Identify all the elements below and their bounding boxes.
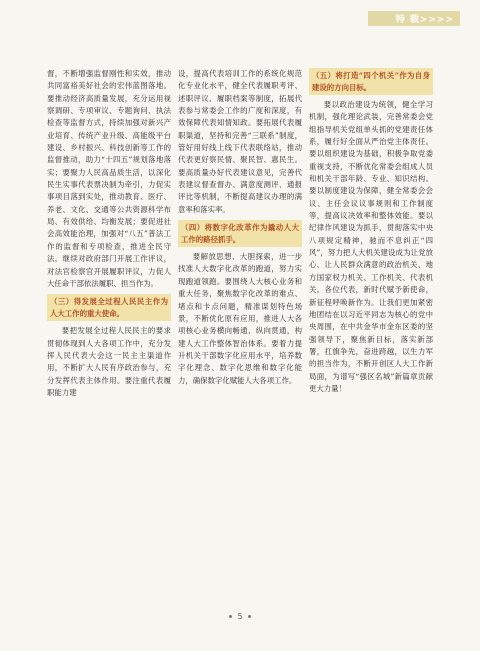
article-body xyxy=(47,68,433,548)
paragraph: 要以政治建设为统领，健全学习机制，强化理论武装，完善常委会党组指导机关党组单头抓的党建责任体系，履行好全面从严治党主体责任。要以组织建设为基础，积极争取党委重视支持，不断优化常委会组成人员和机关干部年龄、专业、知识结构。要以制度建设为保障，健全常委会会议、主任会议议事规则和工作制度等，提高议决效率和整体效能。要以纪律作风建设为抓手，贯彻落实中央八项规定精神，驰而不息纠正“四风”，努力把人大机关建设成为让党放心、让人民群众满意的政治机关、地方国家权力机关、工作机关、代表机关。各位代表，新时代赋予新使命，新征程呼唤新作为。让我们更加紧密地团结在以习近平同志为核心的党中央周围，在中共金华市金东区委的坚强领导下，聚焦新目标，落实新部署，扛旗争先，奋进跨越，以生力军的担当作为，不断开创区人大工作新局面，为谱写“强区名城”新篇章贡献更大力量！ xyxy=(309,100,433,393)
column-1 xyxy=(47,68,171,548)
column-3 xyxy=(309,68,433,548)
column-2 xyxy=(178,68,302,548)
subheading-4: （四）将数字化改革作为撬动人大工作的路径抓手。 xyxy=(178,220,302,247)
paragraph: 督，不断增强监督刚性和实效，推动共同富裕美好社会的宏伟蓝图落地。要推动经济高质量发展，充分运用视察调研、专项审议、专题询问、执法检查等监督方式，持续加强对新兴产业培育、传统产业升级、高能级平台建设、乡村振兴、科技创新等工作的监督推动，助力“十四五”规划落地落实；要聚力人民高品质生活，以深化民生实事代表票决制为牵引，力促实事项目落到实处，推动教育、医疗、养老、文化、交通等公共资源科学布局、有效供给、均衡发展；要促进社会高效能治理，加强对“八五”普法工作的监督和专项检查，推进全民守法。继续对政府部门开展工作评议，对法官检察官开展履职评议，力促人大任命干部依法履职、担当作为。 xyxy=(47,69,171,288)
page-header xyxy=(0,0,480,36)
section-tag: 特 载>>>> xyxy=(368,11,460,26)
paragraph: 设，提高代表培训工作的系统化规范化专业化水平，健全代表履职考评、述职评议、履职档案等制度，拓展代表参与常委会工作的广度和深度，有效保障代表知情知政。要拓展代表履职渠道，坚持和完善“三联系”制度，管好用好线上线下代表联络站，推动代表更好察民情、聚民智、惠民生。要高质量办好代表建议意见，完善代表建议督查督办、满意度测评、通报评比等机制，不断提高建议办理的满意率和落实率。 xyxy=(178,69,302,214)
page-footer xyxy=(0,612,480,621)
paragraph: 要解放思想、大胆探索，进一步找准人大数字化改革的跑道，努力实现跑道领跑。要围绕人大核心业务和重大任务，聚焦数字化改革的难点、堵点和卡点问题，精准谋划特色场景，不断优化原有应用，推进人大各项核心业务横向畅通、纵向贯通，构建人大工作整体智治体系。要着力提升机关干部数字化应用水平，培养数字化理念、数字化思维和数字化能力，确保数字化赋能人大各项工作。 xyxy=(178,252,302,385)
subheading-5: （五）将打造“四个机关”作为自身建设的方向目标。 xyxy=(309,68,433,95)
paragraph: 要把发展全过程人民民主的要求贯彻体现到人大各项工作中，充分发挥人民代表大会这一民主主渠道作用，不断扩大人民有序政治参与，充分发挥代表主体作用。要注重代表履职能力建 xyxy=(47,326,171,397)
footer-dot-icon xyxy=(229,615,232,618)
footer-dot-icon xyxy=(248,615,251,618)
subheading-3: （三）得发展全过程人民民主作为人大工作的重大使命。 xyxy=(47,294,171,321)
page-number: 5 xyxy=(237,612,243,621)
